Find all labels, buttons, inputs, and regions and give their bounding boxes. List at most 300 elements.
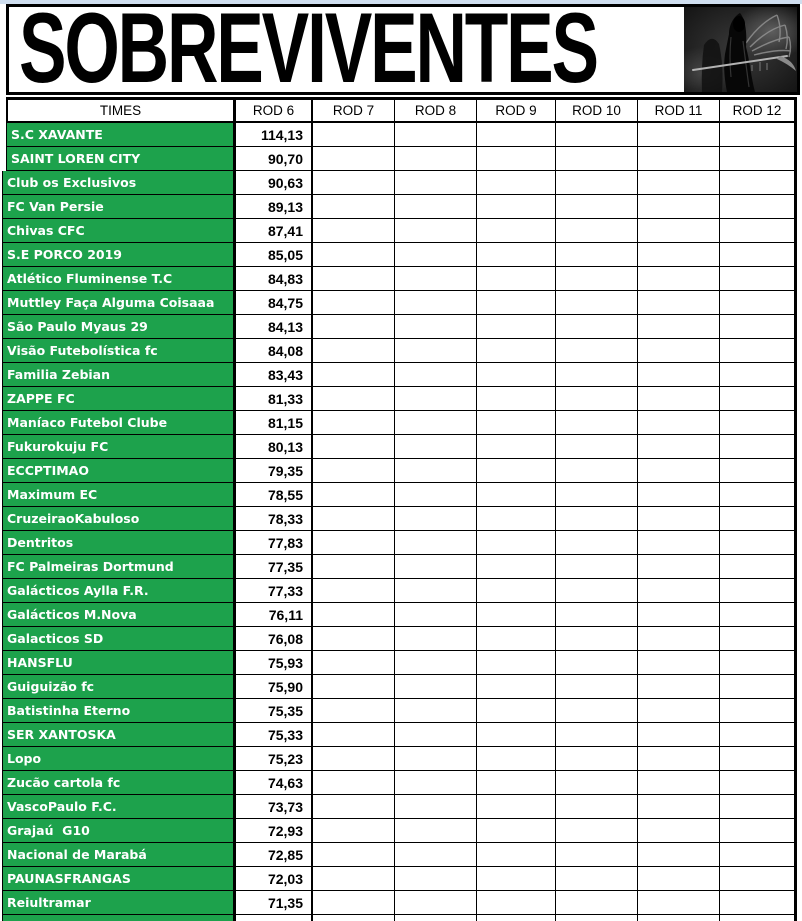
empty-cell[interactable] [395,843,477,867]
empty-cell[interactable] [720,315,797,339]
empty-cell[interactable] [313,723,395,747]
table-row [2,387,797,411]
score-cell[interactable]: 90,70 [234,147,313,171]
empty-cell[interactable] [395,651,477,675]
team-cell[interactable]: Atlético Fluminense T.C [3,267,234,291]
score-cell[interactable] [234,915,313,921]
empty-cell[interactable] [313,195,395,219]
team-cell[interactable]: ECCPTIMAO [3,459,234,483]
team-cell[interactable]: Dentritos [3,531,234,555]
empty-cell[interactable] [638,339,720,363]
empty-cell[interactable] [638,267,720,291]
table-row [2,459,797,483]
empty-cell[interactable] [638,915,720,921]
team-cell[interactable]: Galácticos Aylla F.R. [3,579,234,603]
empty-cell[interactable] [556,267,638,291]
table-body [2,123,802,921]
empty-cell[interactable] [477,315,556,339]
empty-cell[interactable] [313,747,395,771]
empty-cell[interactable] [395,507,477,531]
team-cell[interactable]: Visão Futebolística fc [3,339,234,363]
empty-cell[interactable] [477,195,556,219]
empty-cell[interactable] [477,891,556,915]
empty-cell[interactable] [313,291,395,315]
empty-cell[interactable] [638,291,720,315]
empty-cell[interactable] [395,675,477,699]
empty-cell[interactable] [556,243,638,267]
empty-cell[interactable] [395,771,477,795]
empty-cell[interactable] [395,699,477,723]
empty-cell[interactable] [720,675,797,699]
score-cell[interactable]: 72,93 [234,819,313,843]
empty-cell[interactable] [395,747,477,771]
empty-cell[interactable] [395,339,477,363]
team-cell[interactable]: SER XANTOSKA [3,723,234,747]
empty-cell[interactable] [638,627,720,651]
empty-cell[interactable] [477,915,556,921]
empty-cell[interactable] [720,531,797,555]
empty-cell[interactable] [638,651,720,675]
empty-cell[interactable] [477,603,556,627]
empty-cell[interactable] [556,531,638,555]
empty-cell[interactable] [720,603,797,627]
empty-cell[interactable] [720,843,797,867]
empty-cell[interactable] [638,699,720,723]
score-cell[interactable]: 76,08 [234,627,313,651]
empty-cell[interactable] [556,411,638,435]
team-cell[interactable]: Lopo [3,747,234,771]
team-cell[interactable]: Muttley Faça Alguma Coisaaa [3,291,234,315]
empty-cell[interactable] [313,435,395,459]
empty-cell[interactable] [638,483,720,507]
team-cell[interactable]: FC Van Persie [3,195,234,219]
team-cell[interactable]: Zucão cartola fc [3,771,234,795]
empty-cell[interactable] [395,915,477,921]
team-cell[interactable] [3,915,234,921]
empty-cell[interactable] [556,147,638,171]
empty-cell[interactable] [638,747,720,771]
score-cell[interactable]: 77,33 [234,579,313,603]
empty-cell[interactable] [720,771,797,795]
empty-cell[interactable] [720,339,797,363]
empty-cell[interactable] [720,795,797,819]
empty-cell[interactable] [477,819,556,843]
empty-cell[interactable] [556,699,638,723]
team-cell[interactable]: Grajaú G10 [3,819,234,843]
empty-cell[interactable] [477,555,556,579]
team-cell[interactable]: FC Palmeiras Dortmund [3,555,234,579]
empty-cell[interactable] [395,555,477,579]
team-cell[interactable]: Galacticos SD [3,627,234,651]
team-cell[interactable]: Club os Exclusivos [3,171,234,195]
empty-cell[interactable] [313,363,395,387]
team-cell[interactable]: Chivas CFC [3,219,234,243]
column-header-rod-8[interactable]: ROD 8 [395,100,477,123]
empty-cell[interactable] [720,411,797,435]
team-cell[interactable]: Maximum EC [3,483,234,507]
table-row [6,123,797,147]
empty-cell[interactable] [395,411,477,435]
empty-cell[interactable] [313,627,395,651]
wing-strokes [746,15,791,57]
score-cell[interactable]: 76,11 [234,603,313,627]
empty-cell[interactable] [395,219,477,243]
empty-cell[interactable] [638,387,720,411]
empty-cell[interactable] [638,363,720,387]
team-cell[interactable]: Familia Zebian [3,363,234,387]
empty-cell[interactable] [477,483,556,507]
empty-cell[interactable] [395,243,477,267]
empty-cell[interactable] [556,771,638,795]
empty-cell[interactable] [313,483,395,507]
empty-cell[interactable] [638,891,720,915]
empty-cell[interactable] [313,315,395,339]
empty-cell[interactable] [395,363,477,387]
score-cell[interactable]: 85,05 [234,243,313,267]
column-header-times[interactable]: TIMES [8,100,234,123]
table-row [2,651,797,675]
empty-cell[interactable] [638,147,720,171]
empty-cell[interactable] [313,507,395,531]
empty-cell[interactable] [720,819,797,843]
team-cell[interactable]: S.C XAVANTE [7,123,234,147]
empty-cell[interactable] [638,123,720,147]
score-cell[interactable]: 83,43 [234,363,313,387]
team-cell[interactable]: PAUNASFRANGAS [3,867,234,891]
empty-cell[interactable] [720,363,797,387]
table-row [2,819,797,843]
score-cell[interactable]: 80,13 [234,435,313,459]
empty-cell[interactable] [720,723,797,747]
team-cell[interactable]: CruzeiraoKabuloso [3,507,234,531]
empty-cell[interactable] [638,315,720,339]
empty-cell[interactable] [720,747,797,771]
empty-cell[interactable] [477,219,556,243]
empty-cell[interactable] [313,579,395,603]
empty-cell[interactable] [313,531,395,555]
empty-cell[interactable] [313,411,395,435]
empty-cell[interactable] [556,651,638,675]
empty-cell[interactable] [395,603,477,627]
empty-cell[interactable] [313,459,395,483]
table-row [2,411,797,435]
team-cell[interactable]: HANSFLU [3,651,234,675]
empty-cell[interactable] [556,171,638,195]
score-cell[interactable]: 77,35 [234,555,313,579]
score-cell[interactable]: 114,13 [234,123,313,147]
table-row [2,555,797,579]
empty-cell[interactable] [477,531,556,555]
score-cell[interactable]: 84,75 [234,291,313,315]
empty-cell[interactable] [313,219,395,243]
empty-cell[interactable] [638,531,720,555]
empty-cell[interactable] [477,723,556,747]
score-cell[interactable]: 81,33 [234,387,313,411]
empty-cell[interactable] [556,867,638,891]
empty-cell[interactable] [477,171,556,195]
score-cell[interactable]: 78,33 [234,507,313,531]
empty-cell[interactable] [720,219,797,243]
column-header-rod-9[interactable]: ROD 9 [477,100,556,123]
column-header-rod-6[interactable]: ROD 6 [234,100,313,123]
empty-cell[interactable] [477,291,556,315]
empty-cell[interactable] [720,915,797,921]
empty-cell[interactable] [313,843,395,867]
team-cell[interactable]: Nacional de Marabá [3,843,234,867]
score-cell[interactable]: 75,23 [234,747,313,771]
empty-cell[interactable] [477,243,556,267]
empty-cell[interactable] [477,579,556,603]
empty-cell[interactable] [313,915,395,921]
table-row [2,795,797,819]
empty-cell[interactable] [638,219,720,243]
empty-cell[interactable] [313,267,395,291]
score-cell[interactable]: 89,13 [234,195,313,219]
column-header-rod-11[interactable]: ROD 11 [638,100,720,123]
empty-cell[interactable] [720,507,797,531]
empty-cell[interactable] [556,387,638,411]
empty-cell[interactable] [556,795,638,819]
empty-cell[interactable] [638,507,720,531]
empty-cell[interactable] [638,243,720,267]
empty-cell[interactable] [395,795,477,819]
empty-cell[interactable] [313,795,395,819]
score-cell[interactable]: 77,83 [234,531,313,555]
team-cell[interactable]: Maníaco Futebol Clube [3,411,234,435]
empty-cell[interactable] [395,267,477,291]
score-cell[interactable]: 75,90 [234,675,313,699]
empty-cell[interactable] [638,555,720,579]
empty-cell[interactable] [638,603,720,627]
team-cell[interactable]: São Paulo Myaus 29 [3,315,234,339]
score-cell[interactable]: 84,83 [234,267,313,291]
empty-cell[interactable] [556,459,638,483]
empty-cell[interactable] [556,555,638,579]
empty-cell[interactable] [720,195,797,219]
empty-cell[interactable] [477,651,556,675]
score-cell[interactable]: 84,13 [234,315,313,339]
empty-cell[interactable] [720,867,797,891]
empty-cell[interactable] [313,387,395,411]
empty-cell[interactable] [720,435,797,459]
empty-cell[interactable] [395,147,477,171]
empty-cell[interactable] [313,867,395,891]
score-cell[interactable]: 72,03 [234,867,313,891]
score-cell[interactable]: 75,33 [234,723,313,747]
table-row [2,291,797,315]
empty-cell[interactable] [556,363,638,387]
score-cell[interactable]: 71,35 [234,891,313,915]
empty-cell[interactable] [477,459,556,483]
score-cell[interactable]: 78,55 [234,483,313,507]
team-cell[interactable]: Guiguizão fc [3,675,234,699]
empty-cell[interactable] [395,387,477,411]
empty-cell[interactable] [477,339,556,363]
empty-cell[interactable] [313,123,395,147]
score-cell[interactable]: 75,93 [234,651,313,675]
score-cell[interactable]: 87,41 [234,219,313,243]
empty-cell[interactable] [313,171,395,195]
empty-cell[interactable] [720,891,797,915]
empty-cell[interactable] [638,459,720,483]
empty-cell[interactable] [313,771,395,795]
column-header-rod-7[interactable]: ROD 7 [313,100,395,123]
empty-cell[interactable] [556,723,638,747]
empty-cell[interactable] [556,675,638,699]
empty-cell[interactable] [720,651,797,675]
team-cell[interactable]: SAINT LOREN CITY [7,147,234,171]
empty-cell[interactable] [638,171,720,195]
score-table [0,97,802,921]
table-row [2,435,797,459]
empty-cell[interactable] [720,699,797,723]
empty-cell[interactable] [477,387,556,411]
empty-cell[interactable] [556,747,638,771]
empty-cell[interactable] [556,915,638,921]
empty-cell[interactable] [720,267,797,291]
empty-cell[interactable] [638,579,720,603]
empty-cell[interactable] [477,411,556,435]
empty-cell[interactable] [638,867,720,891]
empty-cell[interactable] [313,675,395,699]
empty-cell[interactable] [556,891,638,915]
score-cell[interactable]: 79,35 [234,459,313,483]
empty-cell[interactable] [556,219,638,243]
empty-cell[interactable] [638,819,720,843]
empty-cell[interactable] [556,603,638,627]
empty-cell[interactable] [720,579,797,603]
empty-cell[interactable] [395,315,477,339]
table-row [2,267,797,291]
empty-cell[interactable] [556,123,638,147]
empty-cell[interactable] [556,579,638,603]
empty-cell[interactable] [313,699,395,723]
table-row [2,579,797,603]
empty-cell[interactable] [720,147,797,171]
score-cell[interactable]: 81,15 [234,411,313,435]
empty-cell[interactable] [313,147,395,171]
empty-cell[interactable] [395,171,477,195]
empty-cell[interactable] [477,771,556,795]
empty-cell[interactable] [477,507,556,531]
team-cell[interactable]: Batistinha Eterno [3,699,234,723]
empty-cell[interactable] [720,291,797,315]
empty-cell[interactable] [556,195,638,219]
team-cell[interactable]: S.E PORCO 2019 [3,243,234,267]
empty-cell[interactable] [313,555,395,579]
empty-cell[interactable] [638,195,720,219]
empty-cell[interactable] [477,363,556,387]
team-cell[interactable]: VascoPaulo F.C. [3,795,234,819]
empty-cell[interactable] [638,435,720,459]
empty-cell[interactable] [395,531,477,555]
table-row [2,219,797,243]
team-cell[interactable]: Reiultramar [3,891,234,915]
empty-cell[interactable] [313,243,395,267]
empty-cell[interactable] [720,243,797,267]
table-row [2,891,797,915]
empty-cell[interactable] [556,315,638,339]
score-cell[interactable]: 75,35 [234,699,313,723]
empty-cell[interactable] [477,675,556,699]
score-cell[interactable]: 73,73 [234,795,313,819]
empty-cell[interactable] [556,483,638,507]
empty-cell[interactable] [720,387,797,411]
score-cell[interactable]: 84,08 [234,339,313,363]
empty-cell[interactable] [395,435,477,459]
table-header-row [6,97,797,123]
empty-cell[interactable] [720,459,797,483]
empty-cell[interactable] [556,507,638,531]
empty-cell[interactable] [395,459,477,483]
team-cell[interactable]: Galácticos M.Nova [3,603,234,627]
empty-cell[interactable] [395,627,477,651]
empty-cell[interactable] [313,891,395,915]
empty-cell[interactable] [395,723,477,747]
empty-cell[interactable] [395,291,477,315]
empty-cell[interactable] [638,795,720,819]
empty-cell[interactable] [477,699,556,723]
empty-cell[interactable] [556,291,638,315]
empty-cell[interactable] [395,891,477,915]
empty-cell[interactable] [556,819,638,843]
empty-cell[interactable] [556,843,638,867]
empty-cell[interactable] [720,171,797,195]
empty-cell[interactable] [556,435,638,459]
empty-cell[interactable] [477,147,556,171]
empty-cell[interactable] [395,867,477,891]
column-header-rod-12[interactable]: ROD 12 [720,100,797,123]
column-header-rod-10[interactable]: ROD 10 [556,100,638,123]
score-cell[interactable]: 74,63 [234,771,313,795]
empty-cell[interactable] [395,483,477,507]
empty-cell[interactable] [313,651,395,675]
empty-cell[interactable] [720,555,797,579]
empty-cell[interactable] [313,339,395,363]
empty-cell[interactable] [477,795,556,819]
empty-cell[interactable] [477,267,556,291]
score-cell[interactable]: 72,85 [234,843,313,867]
empty-cell[interactable] [720,123,797,147]
empty-cell[interactable] [720,627,797,651]
empty-cell[interactable] [477,627,556,651]
page-title: SOBREVIVENTES [19,4,597,95]
empty-cell[interactable] [638,843,720,867]
team-cell[interactable]: Fukurokuju FC [3,435,234,459]
empty-cell[interactable] [638,411,720,435]
empty-cell[interactable] [720,483,797,507]
empty-cell[interactable] [395,123,477,147]
empty-cell[interactable] [395,195,477,219]
empty-cell[interactable] [313,819,395,843]
empty-cell[interactable] [477,123,556,147]
empty-cell[interactable] [395,819,477,843]
empty-cell[interactable] [638,771,720,795]
empty-cell[interactable] [477,843,556,867]
empty-cell[interactable] [556,339,638,363]
empty-cell[interactable] [638,723,720,747]
empty-cell[interactable] [556,627,638,651]
empty-cell[interactable] [477,435,556,459]
empty-cell[interactable] [477,867,556,891]
table-row [2,843,797,867]
team-cell[interactable]: ZAPPE FC [3,387,234,411]
empty-cell[interactable] [638,675,720,699]
empty-cell[interactable] [395,579,477,603]
empty-cell[interactable] [477,747,556,771]
score-cell[interactable]: 90,63 [234,171,313,195]
empty-cell[interactable] [313,603,395,627]
